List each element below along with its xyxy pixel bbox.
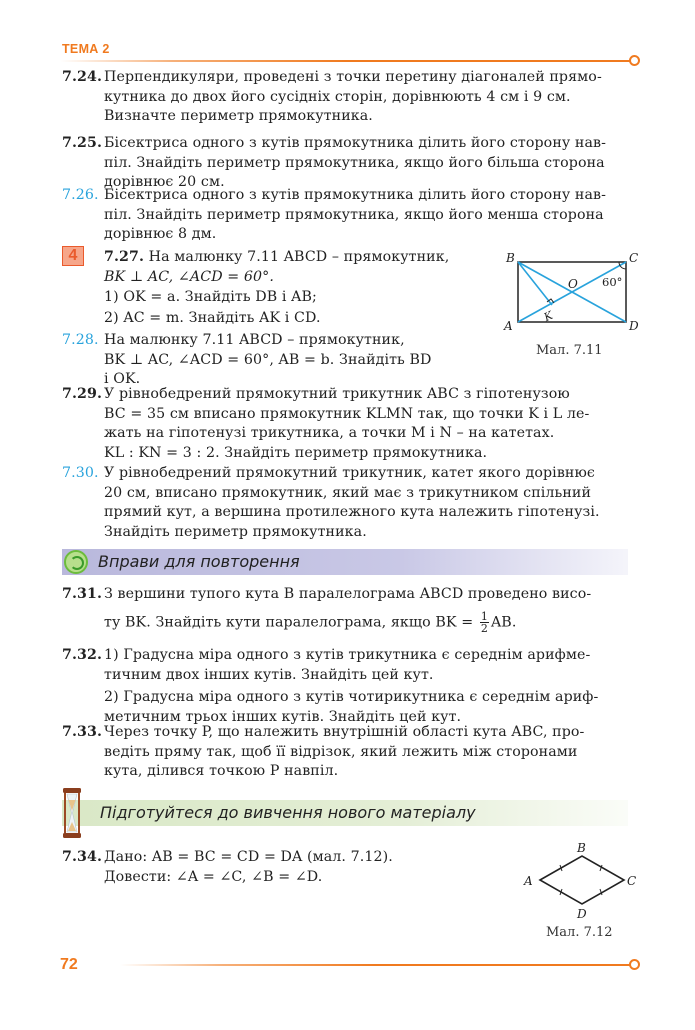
problem-number: 7.28.	[62, 332, 99, 348]
problem-line: кута, ділився точкою P навпіл.	[104, 763, 339, 779]
fraction-suffix: AB.	[490, 614, 517, 630]
problem-line: На малюнку 7.11 ABCD – прямокутник,	[148, 249, 450, 265]
problem-number: 7.24.	[62, 69, 102, 85]
problem-number: 7.27.	[104, 249, 144, 265]
problem-line: метичним трьох інших кутів. Знайдіть цей кут.	[104, 708, 462, 725]
section-banner-repeat	[62, 549, 628, 575]
problem-line: кутника до двох його сусідніх сторін, дорівнюють 4 см і 9 см.	[104, 88, 571, 105]
problem-line: Довести: ∠A = ∠C, ∠B = ∠D.	[104, 868, 323, 885]
problem-line: і OK.	[104, 371, 141, 387]
problem-line: дорівнює 20 см.	[104, 174, 225, 190]
vertex-label-d: D	[629, 319, 639, 333]
problem-line: KL : KN = 3 : 2. Знайдіть периметр прямокутника.	[104, 444, 488, 461]
problem-line: На малюнку 7.11 ABCD – прямокутник,	[104, 332, 405, 348]
problem-line: Перпендикуляри, проведені з точки перетину діагоналей прямо-	[104, 69, 602, 85]
problem-line: піл. Знайдіть периметр прямокутника, якщо його менша сторона	[104, 206, 604, 223]
problem-line: З вершини тупого кута B паралелограма ABCD проведено висо-	[104, 586, 592, 602]
problem-line: Через точку P, що належить внутрішній області кута ABC, про-	[104, 724, 585, 740]
problem-line: Знайдіть периметр прямокутника.	[104, 523, 367, 540]
topic-header: ТЕМА 2	[62, 42, 110, 56]
problem-number: 7.34.	[62, 849, 102, 865]
problem-line: Бісектриса одного з кутів прямокутника ділить його сторону нав-	[104, 187, 607, 203]
figure-7-11-caption: Мал. 7.11	[536, 343, 603, 358]
problem-number: 7.26.	[62, 187, 99, 203]
problem-line: Дано: AB = BC = CD = DA (мал. 7.12).	[104, 849, 393, 865]
vertex-label-b: B	[577, 841, 586, 855]
problem-line: BK ⊥ AC, ∠ACD = 60°, AB = b. Знайдіть BD	[104, 351, 432, 368]
problem-7-30	[62, 464, 640, 542]
problem-number: 7.33.	[62, 724, 102, 740]
header-rule-end-ring	[629, 55, 640, 66]
problem-number: 7.32.	[62, 647, 102, 663]
problem-number: 7.29.	[62, 386, 102, 402]
problem-line: BK ⊥ AC, ∠ACD = 60°.	[104, 268, 274, 285]
problem-7-28	[62, 331, 482, 390]
figure-7-12-caption: Мал. 7.12	[546, 925, 613, 940]
problem-line: У рівнобедрений прямокутний трикутник, катет якого дорівнює	[104, 465, 595, 481]
problem-number: 7.25.	[62, 135, 102, 151]
problem-number: 7.30.	[62, 465, 99, 481]
fraction-prefix: ту BK. Знайдіть кути паралелограма, якщо BK =	[104, 614, 478, 630]
figure-7-11-rectangle-diagram	[500, 250, 650, 345]
problem-line: 1) OK = a. Знайдіть DB і AB;	[104, 289, 317, 305]
problem-7-34	[62, 848, 482, 887]
header-rule	[60, 60, 632, 62]
problem-7-27	[104, 248, 484, 328]
fraction	[480, 611, 489, 634]
problem-line-with-fraction	[104, 611, 640, 634]
problem-line: піл. Знайдіть периметр прямокутника, якщо його більша сторона	[104, 154, 605, 171]
problem-line: дорівнює 8 дм.	[104, 226, 217, 242]
point-label-o: O	[568, 277, 578, 291]
problem-line: 20 см, вписано прямокутник, який має з трикутником спільний	[104, 484, 591, 501]
vertex-label-b: B	[506, 251, 515, 265]
vertex-label-a: A	[524, 874, 533, 888]
problem-7-31	[62, 585, 640, 634]
vertex-label-c: C	[629, 251, 639, 265]
problem-line: прямий кут, а вершина протилежного кута належить гіпотенузі.	[104, 504, 600, 520]
point-label-k: K	[541, 308, 555, 325]
problem-7-29	[62, 385, 640, 463]
section-title: Вправи для повторення	[98, 552, 300, 571]
vertex-label-a: A	[504, 319, 513, 333]
problem-line: 1) Градусна міра одного з кутів трикутника є середнім арифме-	[104, 647, 591, 663]
difficulty-level-badge: 4	[62, 246, 84, 266]
page-number: 72	[60, 956, 78, 973]
problem-line: BC = 35 см вписано прямокутник KLMN так, що точки K і L ле-	[104, 405, 590, 422]
fraction-denominator: 2	[480, 621, 488, 635]
problem-line: 2) Градусна міра одного з кутів чотирикутника є середнім ариф-	[104, 689, 599, 705]
problem-line: жать на гіпотенузі трикутника, а точки M і N – на катетах.	[104, 425, 555, 441]
figure-7-12-rhombus-diagram	[520, 838, 640, 923]
section-banner-prepare	[62, 800, 628, 826]
repeat-cycle-icon	[64, 550, 88, 574]
problem-line: 2) AC = m. Знайдіть AK і CD.	[104, 309, 321, 326]
footer-rule-end-ring	[629, 959, 640, 970]
footer-rule	[120, 964, 632, 966]
problem-line: Бісектриса одного з кутів прямокутника ділить його сторону нав-	[104, 135, 607, 151]
problem-number: 7.31.	[62, 586, 102, 602]
problem-line: У рівнобедрений прямокутний трикутник ABC з гіпотенузою	[104, 386, 570, 402]
problem-line: ведіть пряму так, щоб її відрізок, який лежить між сторонами	[104, 743, 578, 760]
problem-7-33	[62, 723, 640, 782]
problem-line: Визначте периметр прямокутника.	[104, 108, 373, 124]
problem-7-25	[62, 134, 640, 193]
problem-7-32	[62, 646, 640, 727]
hourglass-icon	[62, 788, 82, 838]
problem-7-24	[62, 68, 640, 127]
vertex-label-d: D	[577, 907, 587, 921]
angle-label: 60°	[602, 275, 623, 289]
fraction-numerator: 1	[480, 609, 488, 623]
vertex-label-c: C	[627, 874, 637, 888]
problem-line: тичним двох інших кутів. Знайдіть цей кут.	[104, 666, 434, 683]
problem-7-26	[62, 186, 640, 245]
section-title: Підготуйтеся до вивчення нового матеріалу	[100, 803, 476, 822]
